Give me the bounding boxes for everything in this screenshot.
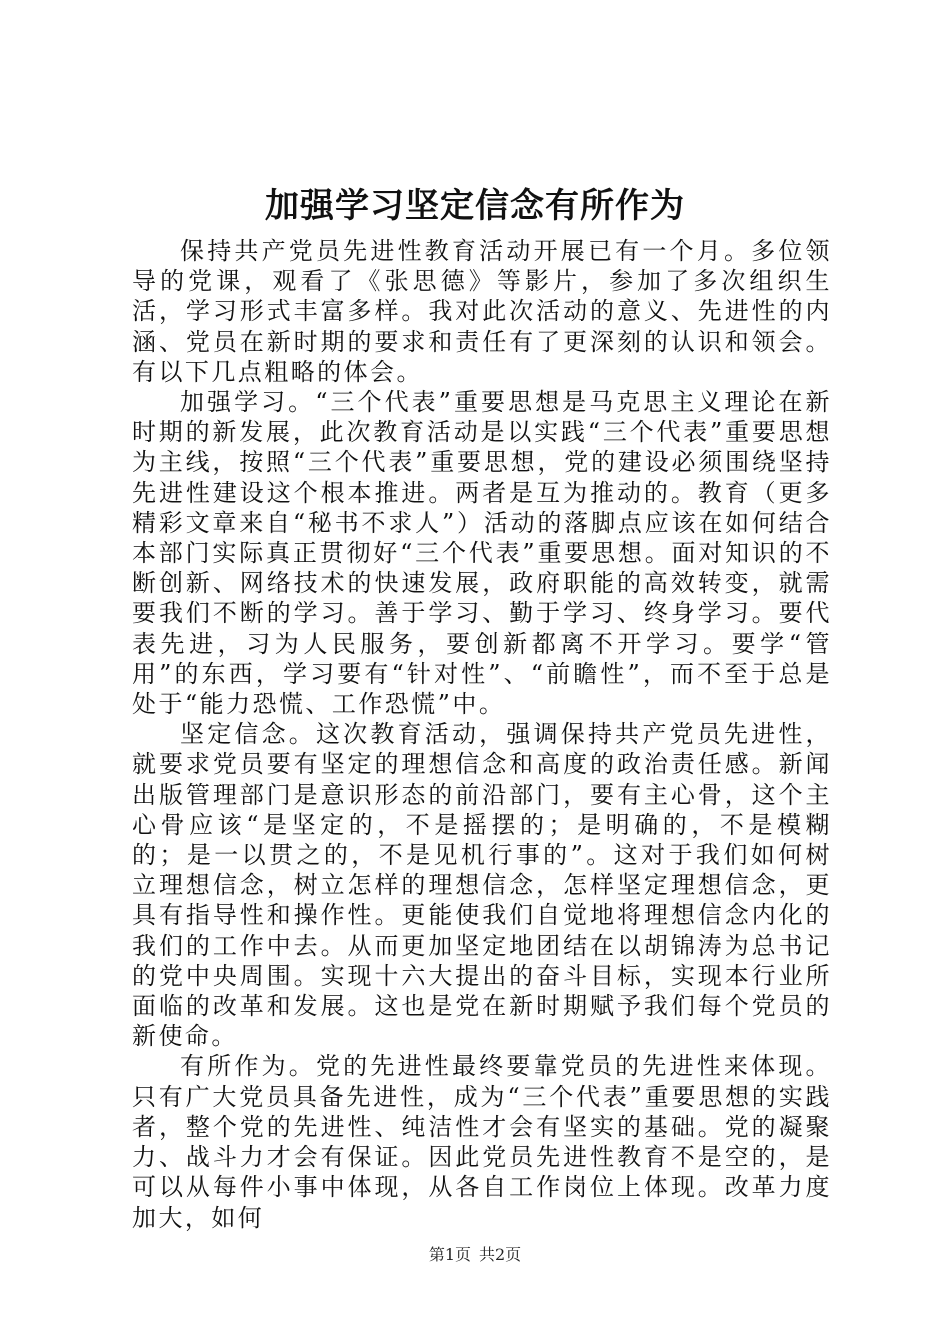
page-number: 第1页 [428, 1245, 471, 1264]
paragraph-belief: 坚定信念。这次教育活动，强调保持共产党员先进性，就要求党员要有坚定的理想信念和高度的政治责任感。新闻出版管理部门是意识形态的前沿部门，要有主心骨，这个主心骨应该“是坚定的，不是摇摆的；是明确的，不是模糊的；是一以贯之的，不是见机行事的”。这对于我们如何树立理想信念，树立怎样的理想信念，怎样坚定理想信念，更具有指导性和操作性。更能使我们自觉地将理想信念内化的我们的工作中去。从而更加坚定地团结在以胡锦涛为总书记的党中央周围。实现十六大提出的奋斗目标，实现本行业所面临的改革和发展。这也是党在新时期赋予我们每个党员的新使命。 [132, 720, 832, 1051]
document-title: 加强学习坚定信念有所作为 [265, 186, 685, 226]
paragraph-study: 加强学习。“三个代表”重要思想是马克思主义理论在新时期的新发展，此次教育活动是以实践“三个代表”重要思想为主线，按照“三个代表”重要思想，党的建设必须围绕坚持先进性建设这个根本推进。两者是互为推动的。教育（更多精彩文章来自“秘书不求人”）活动的落脚点应该在如何结合本部门实际真正贯彻好“三个代表”重要思想。面对知识的不断创新、网络技术的快速发展，政府职能的高效转变，就需要我们不断的学习。善于学习、勤于学习、终身学习。要代表先进，习为人民服务，要创新都离不开学习。要学“管用”的东西，学习要有“针对性”、“前瞻性”，而不至于总是处于“能力恐慌、工作恐慌”中。 [132, 388, 832, 719]
paragraph-intro: 保持共产党员先进性教育活动开展已有一个月。多位领导的党课，观看了《张思德》等影片，参加了多次组织生活，学习形式丰富多样。我对此次活动的意义、先进性的内涵、党员在新时期的要求和责任有了更深刻的认识和领会。有以下几点粗略的体会。 [132, 237, 832, 386]
document-body [132, 236, 832, 1233]
paragraph-action: 有所作为。党的先进性最终要靠党员的先进性来体现。只有广大党员具备先进性，成为“三个代表”重要思想的实践者，整个党的先进性、纯洁性才会有坚实的基础。党的凝聚力、战斗力才会有保证。因此党员先进性教育不是空的，是可以从每件小事中体现，从各自工作岗位上体现。改革力度加大，如何 [132, 1052, 832, 1232]
page-footer [0, 1244, 950, 1266]
page-total: 共2页 [479, 1245, 522, 1264]
